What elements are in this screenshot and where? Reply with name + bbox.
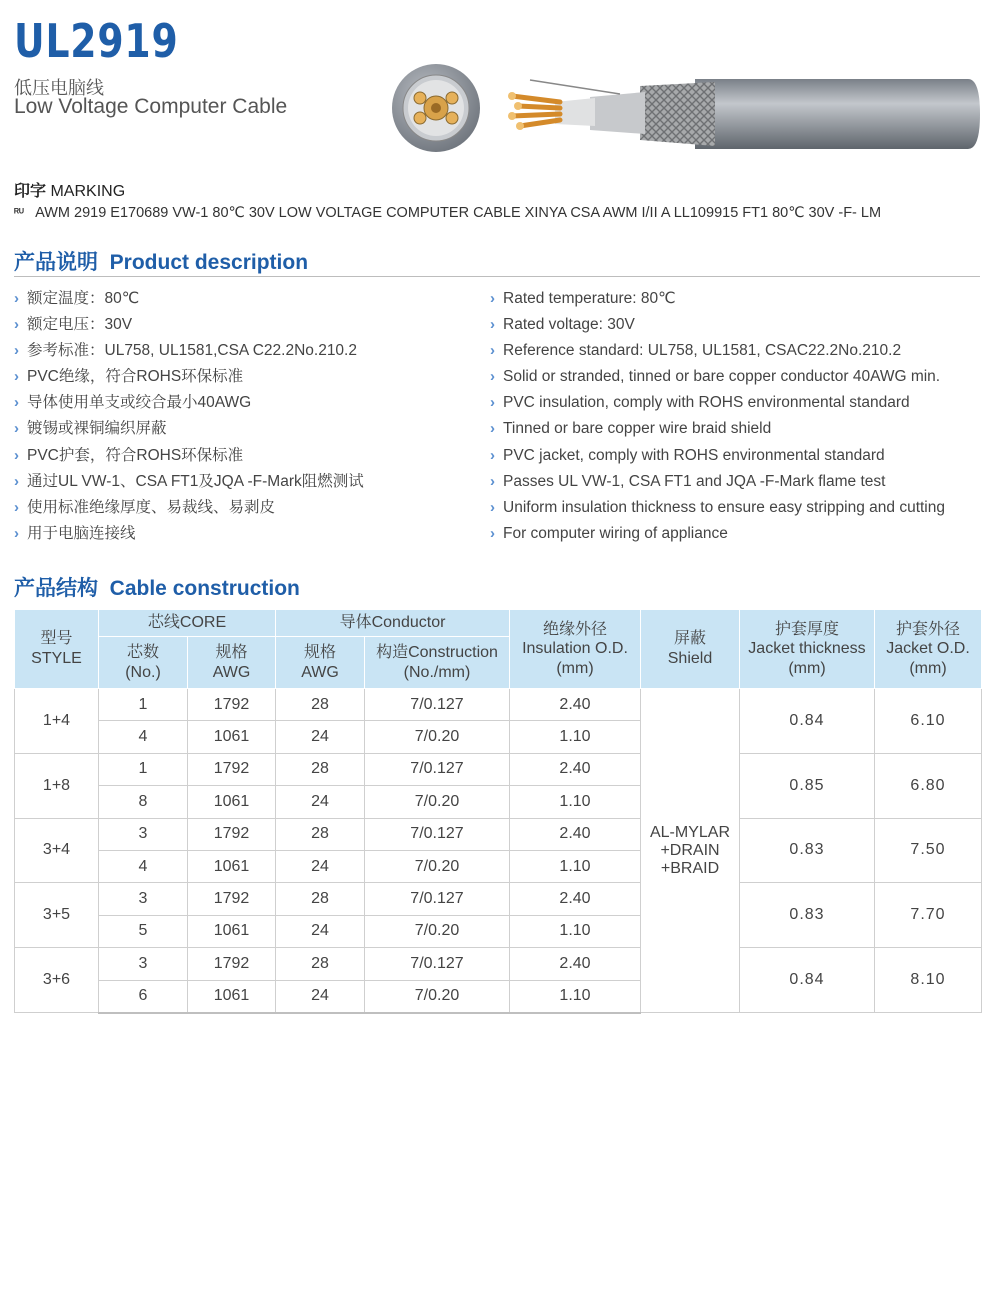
core-awg-cell: 1792 [188,883,276,915]
construction-cell: 7/0.20 [365,915,510,947]
list-item: › 导体使用单支或绞合最小40AWG [14,394,252,412]
conductor-awg-cell: 24 [276,721,365,753]
core-no-cell: 4 [99,721,188,753]
chevron-right-icon: › [14,472,19,490]
construction-heading-en: Cable construction [109,577,300,600]
list-item: › Reference standard: UL758, UL1581, CSAC22.2No.210.2 [490,342,902,360]
list-item: › Rated voltage: 30V [490,316,635,334]
description-heading [14,246,308,276]
chevron-right-icon: › [490,420,495,438]
subtitle-cn: 低压电脑线 [14,78,104,98]
core-awg-cell: 1061 [188,915,276,947]
shield-cell: AL-MYLAR +DRAIN +BRAID [641,689,740,1013]
insulation-od-cell: 2.40 [510,753,641,785]
marking-heading [14,178,125,201]
chevron-right-icon: › [14,342,19,360]
table-row [15,689,982,721]
construction-cell: 7/0.20 [365,721,510,753]
chevron-right-icon: › [490,524,495,542]
chevron-right-icon: › [14,394,19,412]
list-item: › Passes UL VW-1, CSA FT1 and JQA -F-Mark flame test [490,472,886,490]
conductor-awg-cell: 24 [276,850,365,882]
header-style: 型号 STYLE [15,610,99,689]
conductor-awg-cell: 24 [276,786,365,818]
style-cell: 3+4 [15,818,99,883]
conductor-awg-cell: 28 [276,883,365,915]
construction-heading-cn: 产品结构 [14,577,98,600]
construction-cell: 7/0.20 [365,850,510,882]
list-item: › 额定温度：80℃ [14,290,140,307]
conductor-awg-cell: 28 [276,753,365,785]
jacket-thickness-cell: 0.83 [740,883,875,948]
conductor-awg-cell: 24 [276,915,365,947]
construction-cell: 7/0.20 [365,786,510,818]
chevron-right-icon: › [14,368,19,386]
style-cell: 1+8 [15,753,99,818]
description-list-en [490,286,945,547]
list-item: › 使用标准绝缘厚度、易裁线、易剥皮 [14,498,276,516]
core-no-cell: 3 [99,883,188,915]
marking-line [14,205,881,221]
table-row [15,753,982,785]
description-heading-en: Product description [109,251,309,274]
chevron-right-icon: › [490,498,495,516]
chevron-right-icon: › [490,316,495,334]
construction-cell: 7/0.127 [365,818,510,850]
description-list-cn [14,286,364,547]
header-conductor: 导体Conductor [276,610,510,637]
list-item: › 用于电脑连接线 [14,524,136,542]
insulation-od-cell: 2.40 [510,948,641,980]
jacket-thickness-cell: 0.84 [740,689,875,754]
insulation-od-cell: 1.10 [510,980,641,1013]
conductor-awg-cell: 28 [276,818,365,850]
header-jacket-thickness: 护套厚度 Jacket thickness (mm) [740,610,875,689]
chevron-right-icon: › [14,524,19,542]
list-item: › 通过UL VW-1、CSA FT1及JQA -F-Mark阻燃测试 [14,472,364,490]
chevron-right-icon: › [490,290,495,307]
conductor-awg-cell: 28 [276,689,365,721]
cable-side-image [500,72,982,162]
description-heading-cn: 产品说明 [14,251,98,274]
jacket-od-cell: 8.10 [875,948,982,1013]
core-awg-cell: 1792 [188,948,276,980]
insulation-od-cell: 1.10 [510,786,641,818]
list-item: › PVC jacket, comply with ROHS environmental standard [490,446,885,464]
list-item: › Rated temperature: 80℃ [490,290,676,307]
list-item: › 镀锡或裸铜编织屏蔽 [14,420,167,438]
insulation-od-cell: 1.10 [510,721,641,753]
header-jacket-od: 护套外径 Jacket O.D. (mm) [875,610,982,689]
chevron-right-icon: › [490,472,495,490]
core-no-cell: 6 [99,980,188,1013]
header-core-no: 芯数 (No.) [99,637,188,689]
chevron-right-icon: › [14,498,19,516]
style-cell: 3+6 [15,948,99,1013]
chevron-right-icon: › [490,368,495,386]
header-construction: 构造Construction (No./mm) [365,637,510,689]
ul-mark-icon: ᴿᵁ [14,207,24,219]
subtitle-en: Low Voltage Computer Cable [14,95,288,118]
header-insulation-od: 绝缘外径 Insulation O.D. (mm) [510,610,641,689]
list-item: › For computer wiring of appliance [490,524,728,542]
core-no-cell: 1 [99,689,188,721]
list-item: › PVC护套，符合ROHS环保标准 [14,446,244,464]
page-title: UL2919 [14,14,179,68]
marking-heading-en: MARKING [50,183,126,200]
list-item: › Tinned or bare copper wire braid shield [490,420,772,438]
core-awg-cell: 1061 [188,721,276,753]
insulation-od-cell: 1.10 [510,915,641,947]
construction-cell: 7/0.127 [365,689,510,721]
core-no-cell: 3 [99,948,188,980]
construction-table [14,609,982,1014]
chevron-right-icon: › [490,446,495,464]
section-divider [14,276,980,277]
list-item: › Uniform insulation thickness to ensure easy stripping and cutting [490,498,945,516]
jacket-od-cell: 7.70 [875,883,982,948]
marking-heading-cn: 印字 [14,183,47,200]
style-cell: 1+4 [15,689,99,754]
header-conductor-awg: 规格 AWG [276,637,365,689]
core-no-cell: 1 [99,753,188,785]
jacket-thickness-cell: 0.85 [740,753,875,818]
core-awg-cell: 1061 [188,980,276,1013]
jacket-thickness-cell: 0.84 [740,948,875,1013]
jacket-od-cell: 6.80 [875,753,982,818]
insulation-od-cell: 2.40 [510,689,641,721]
construction-cell: 7/0.127 [365,883,510,915]
chevron-right-icon: › [14,420,19,438]
list-item: › PVC绝缘，符合ROHS环保标准 [14,368,244,386]
cable-cross-section-image [390,62,482,154]
header-core-awg: 规格 AWG [188,637,276,689]
jacket-od-cell: 6.10 [875,689,982,754]
insulation-od-cell: 1.10 [510,850,641,882]
insulation-od-cell: 2.40 [510,883,641,915]
core-no-cell: 5 [99,915,188,947]
header-shield: 屏蔽 Shield [641,610,740,689]
chevron-right-icon: › [14,446,19,464]
insulation-od-cell: 2.40 [510,818,641,850]
chevron-right-icon: › [490,342,495,360]
core-no-cell: 8 [99,786,188,818]
core-no-cell: 3 [99,818,188,850]
jacket-od-cell: 7.50 [875,818,982,883]
chevron-right-icon: › [490,394,495,412]
list-item: › 参考标准：UL758, UL1581,CSA C22.2No.210.2 [14,342,357,360]
header-core: 芯线CORE [99,610,276,637]
chevron-right-icon: › [14,316,19,334]
list-item: › PVC insulation, comply with ROHS environmental standard [490,394,910,412]
conductor-awg-cell: 24 [276,980,365,1013]
table-row [15,948,982,980]
core-awg-cell: 1792 [188,753,276,785]
core-no-cell: 4 [99,850,188,882]
construction-cell: 7/0.20 [365,980,510,1013]
marking-text: AWM 2919 E170689 VW-1 80℃ 30V LOW VOLTAGE COMPUTER CABLE XINYA CSA AWM I/II A LL109915 FT1 80℃ 30V -F- LM [35,205,882,221]
list-item: › 额定电压：30V [14,316,133,334]
list-item: › Solid or stranded, tinned or bare copper conductor 40AWG min. [490,368,941,386]
construction-cell: 7/0.127 [365,753,510,785]
style-cell: 3+5 [15,883,99,948]
construction-heading [14,572,300,602]
table-row [15,883,982,915]
conductor-awg-cell: 28 [276,948,365,980]
table-row [15,818,982,850]
core-awg-cell: 1792 [188,818,276,850]
core-awg-cell: 1061 [188,786,276,818]
core-awg-cell: 1061 [188,850,276,882]
chevron-right-icon: › [14,290,19,307]
core-awg-cell: 1792 [188,689,276,721]
construction-cell: 7/0.127 [365,948,510,980]
jacket-thickness-cell: 0.83 [740,818,875,883]
